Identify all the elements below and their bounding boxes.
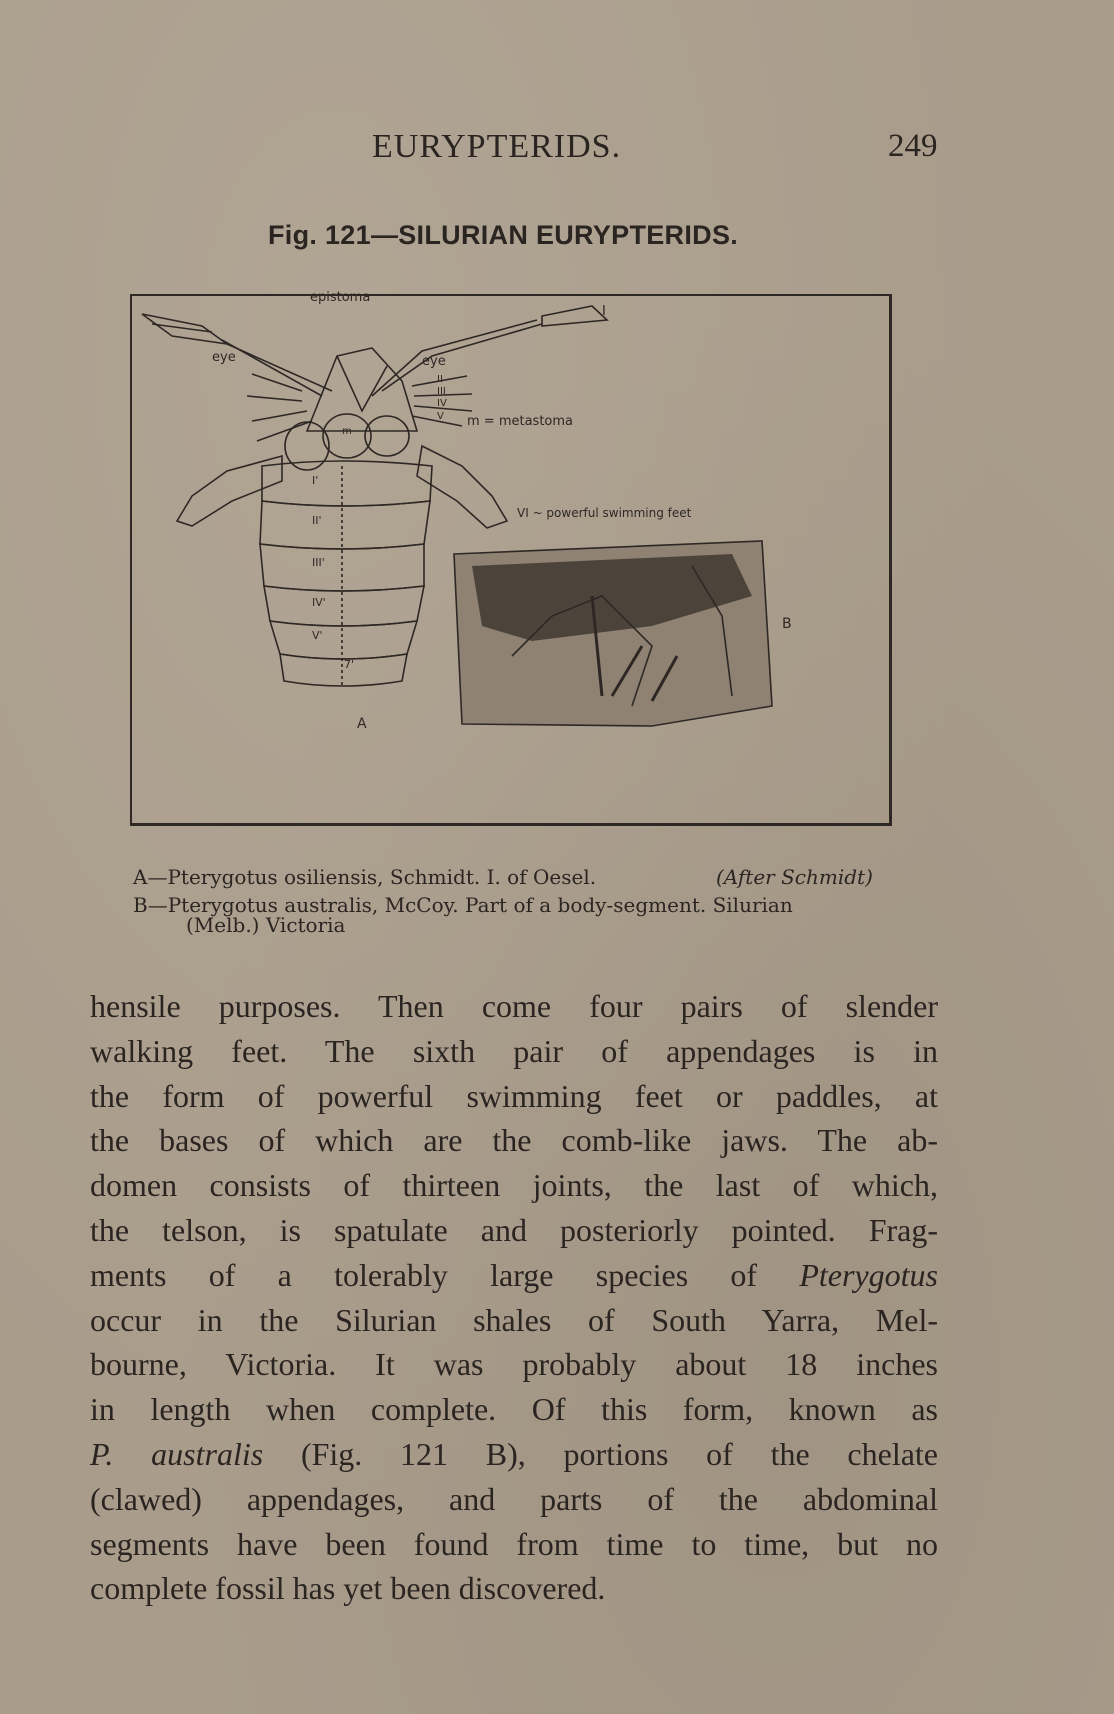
body-text-span: ments of a tolerably large species of	[90, 1256, 800, 1293]
caption-credit: (After Schmidt)	[716, 865, 873, 889]
body-line: hensile purposes. Then come four pairs of slender	[90, 988, 938, 1024]
body-line	[90, 1434, 938, 1474]
label-roman-one: I	[602, 304, 606, 319]
label-seg-seven: 7'	[344, 658, 355, 671]
segment-2	[260, 501, 430, 549]
body-line: bourne, Victoria. It was probably about 18 inches	[90, 1346, 938, 1383]
segment-4	[264, 586, 424, 626]
body-text-span: (Fig. 121 B), portions of the chelate	[263, 1436, 939, 1472]
body-line: in length when complete. Of this form, known as	[90, 1391, 938, 1428]
figure-illustration	[130, 290, 892, 826]
segment-5	[270, 621, 417, 659]
italic-genus: Pterygotus	[799, 1256, 938, 1293]
segment-1	[262, 461, 432, 506]
body-line: segments have been found from time to time, but no	[90, 1525, 938, 1562]
label-roman-five: V	[437, 411, 444, 422]
label-roman-three: III	[437, 386, 446, 397]
label-seg-five: V'	[312, 629, 323, 642]
body-line: the form of powerful swimming feet or paddles, at	[90, 1077, 938, 1114]
body-line: the telson, is spatulate and posteriorly pointed. Frag-	[90, 1212, 938, 1248]
caption-line-b: B—Pterygotus australis, McCoy. Part of a body-segment. Silurian	[133, 893, 793, 917]
figure-title: Fig. 121—SILURIAN EURYPTERIDS.	[268, 220, 739, 250]
caption-line-c: (Melb.) Victoria	[186, 913, 346, 937]
body-line-last: complete fossil has yet been discovered.	[90, 1570, 606, 1607]
left-swimming-foot	[177, 456, 282, 526]
label-roman-two: II	[437, 374, 443, 385]
label-metastoma: m = metastoma	[467, 414, 573, 429]
body-line: (clawed) appendages, and parts of the abdominal	[90, 1480, 938, 1517]
label-seg-two: II'	[312, 514, 322, 527]
label-epistoma: epistoma	[310, 290, 371, 305]
caption-line-a: A—Pterygotus osiliensis, Schmidt. I. of Oesel.	[133, 865, 597, 889]
body-line: occur in the Silurian shales of South Yarra, Mel-	[90, 1301, 938, 1338]
running-title: EURYPTERIDS.	[372, 128, 622, 165]
page-number: 249	[888, 128, 938, 164]
label-b: B	[782, 616, 792, 632]
body-line: walking feet. The sixth pair of appendages is in	[90, 1032, 938, 1069]
label-swimming-feet: VI ~ powerful swimming feet	[517, 506, 692, 520]
label-eye-left: eye	[212, 350, 236, 365]
italic-species: P. australis	[90, 1436, 264, 1472]
label-eye-right: eye	[422, 354, 446, 369]
label-seg-three: III'	[312, 556, 325, 569]
body-line: the bases of which are the comb-like jaws. The ab-	[90, 1122, 938, 1159]
body-line: domen consists of thirteen joints, the last of which,	[90, 1167, 938, 1204]
label-roman-four: IV	[437, 398, 447, 409]
eurypterid-drawing	[132, 296, 894, 828]
label-m: m	[342, 426, 352, 437]
right-claw	[542, 306, 607, 326]
label-seg-one: I'	[312, 474, 319, 487]
label-seg-four: IV'	[312, 596, 326, 609]
body-line	[90, 1255, 938, 1295]
label-a: A	[357, 716, 367, 732]
